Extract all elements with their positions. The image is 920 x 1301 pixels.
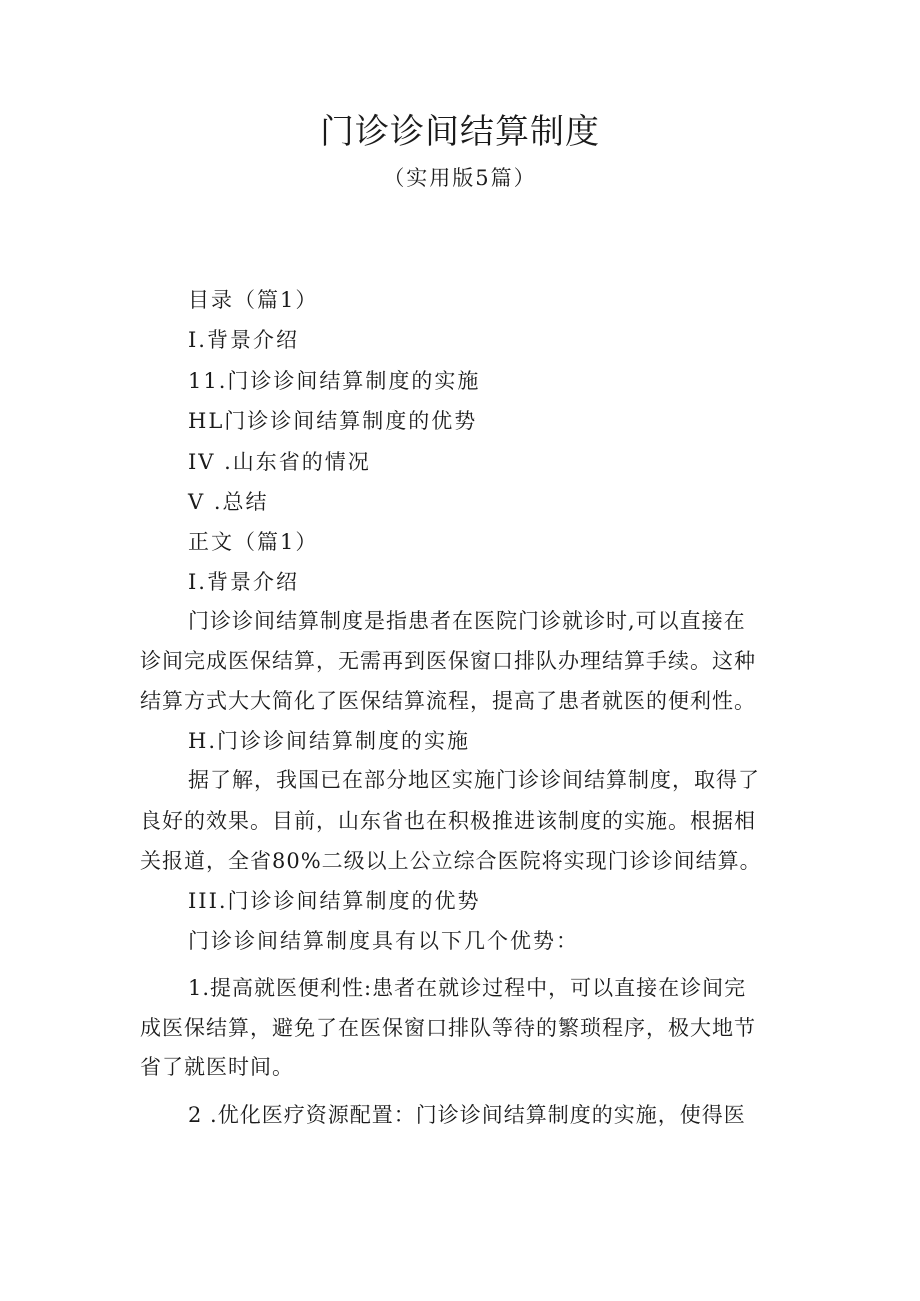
toc-item: I.背景介绍 — [188, 328, 299, 352]
toc-item: HL门诊诊间结算制度的优势 — [188, 409, 478, 433]
paragraph-line: 结算方式大大简化了医保结算流程，提高了患者就医的便利性。 — [140, 689, 756, 713]
paragraph-line: 门诊诊间结算制度是指患者在医院门诊就诊时,可以直接在 — [188, 609, 746, 633]
paragraph-line: 据了解，我国已在部分地区实施门诊诊间结算制度，取得了 — [188, 768, 760, 792]
list-item-line: 成医保结算，避免了在医保窗口排队等待的繁琐程序，极大地节 — [140, 1016, 756, 1040]
paragraph-line: 门诊诊间结算制度具有以下几个优势： — [188, 929, 579, 953]
section-heading: H.门诊诊间结算制度的实施 — [188, 729, 470, 753]
toc-item: V .总结 — [188, 490, 269, 514]
paragraph-line: 诊间完成医保结算，无需再到医保窗口排队办理结算手续。这种 — [140, 649, 756, 673]
list-item-line: 省了就医时间。 — [140, 1055, 294, 1079]
document-title: 门诊诊间结算制度 — [320, 112, 600, 152]
document-subtitle: （实用版5篇） — [383, 166, 537, 190]
section-heading: III.门诊诊间结算制度的优势 — [188, 889, 481, 913]
list-item-line: 1.提高就医便利性:患者在就诊过程中，可以直接在诊间完 — [188, 976, 747, 1000]
paragraph-line: 关报道，全省80%二级以上公立综合医院将实现门诊诊间结算。 — [140, 849, 762, 873]
body-heading: 正文（篇1） — [188, 530, 319, 554]
section-heading: I.背景介绍 — [188, 570, 299, 594]
toc-item: IV .山东省的情况 — [188, 450, 371, 474]
list-item-line: 2 .优化医疗资源配置：门诊诊间结算制度的实施，使得医 — [188, 1103, 746, 1127]
paragraph-line: 良好的效果。目前，山东省也在积极推进该制度的实施。根据相 — [140, 809, 756, 833]
toc-heading: 目录（篇1） — [188, 288, 319, 312]
toc-item: 11.门诊诊间结算制度的实施 — [188, 369, 481, 393]
